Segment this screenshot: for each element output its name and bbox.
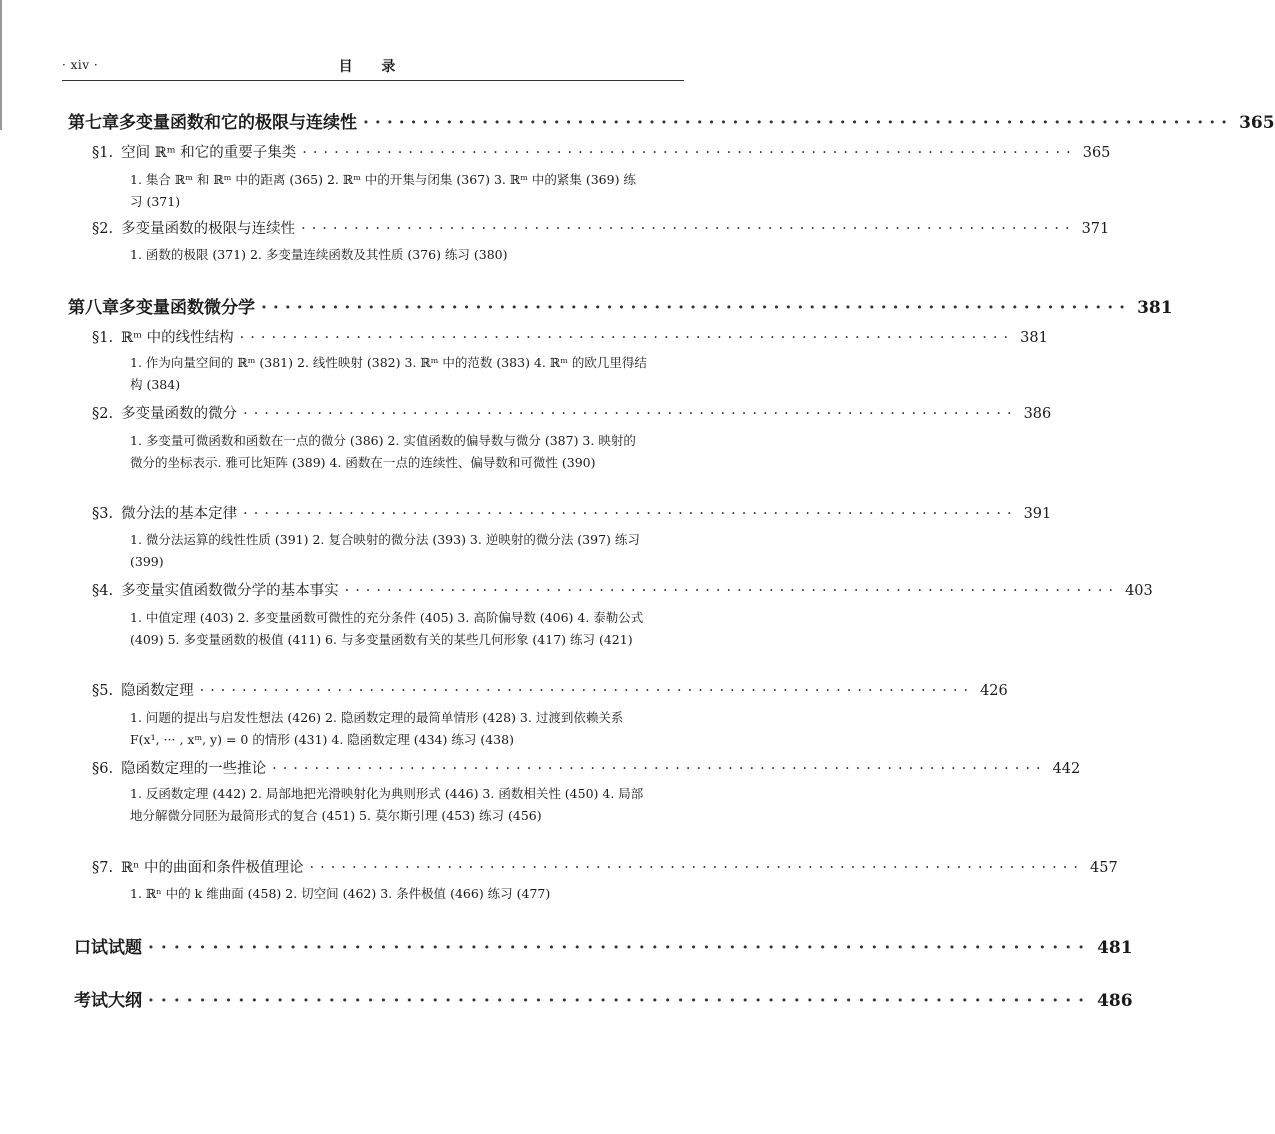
back-matter-title: 考试大纲 bbox=[74, 991, 142, 1011]
section-title: 多变量函数的微分 bbox=[121, 406, 238, 422]
dot-leader: ········································································· bbox=[309, 860, 1084, 876]
toc-section-8-4[interactable] bbox=[92, 579, 1153, 600]
toc-section-8-6[interactable] bbox=[92, 757, 1081, 778]
page-ref: 426 bbox=[980, 683, 1008, 699]
section-label: §2. bbox=[92, 406, 114, 422]
page-ref: 391 bbox=[1023, 506, 1052, 522]
subsection-list: 1. 集合 ℝᵐ 和 ℝᵐ 中的距离 (365) 2. ℝᵐ 中的开集与闭集 (367) 3. ℝᵐ 中的紧集 (369) 练习 (371) bbox=[130, 172, 636, 209]
subsection-list: 1. 微分法运算的线性性质 (391) 2. 复合映射的微分法 (393) 3. 逆映射的微分法 (397) 练习 (399) bbox=[130, 532, 640, 569]
subsection-list: 1. 中值定理 (403) 2. 多变量函数可微性的充分条件 (405) 3. 高阶偏导数 (406) 4. 泰勒公式 (409) 5. 多变量函数的极值 (411) 6. 与多变量函数有关的某些几何形象 (417) 练习 (421) bbox=[130, 610, 644, 647]
section-label: §6. bbox=[92, 761, 114, 777]
section-title: 空间 ℝᵐ 和它的重要子集类 bbox=[121, 145, 297, 161]
dot-leader: ········································································· bbox=[302, 145, 1077, 161]
page-ref: 371 bbox=[1081, 221, 1110, 237]
chapter-title: 多变量函数和它的极限与连续性 bbox=[119, 113, 357, 133]
subsection-list: 1. 函数的极限 (371) 2. 多变量连续函数及其性质 (376) 练习 (380) bbox=[130, 247, 508, 262]
page-ref: 365 bbox=[1082, 145, 1111, 161]
section-title: 隐函数定理 bbox=[121, 683, 194, 699]
subsection-list: 1. ℝⁿ 中的 k 维曲面 (458) 2. 切空间 (462) 3. 条件极值 (466) 练习 (477) bbox=[130, 886, 551, 901]
toc-exam-syllabus[interactable] bbox=[74, 986, 1133, 1011]
dot-leader: ········································································· bbox=[272, 761, 1047, 777]
dot-leader: ········································································· bbox=[243, 506, 1018, 522]
toc-section-8-7[interactable] bbox=[92, 856, 1118, 877]
toc-section-7-1[interactable] bbox=[92, 141, 1111, 162]
subsection-list: 1. 作为向量空间的 ℝᵐ (381) 2. 线性映射 (382) 3. ℝᵐ 中的范数 (383) 4. ℝᵐ 的欧几里得结构 (384) bbox=[130, 355, 647, 392]
chapter-label: 第八章 bbox=[68, 298, 119, 318]
section-label: §5. bbox=[92, 683, 114, 699]
dot-leader: ········································································· bbox=[261, 298, 1132, 318]
dot-leader: ········································································· bbox=[239, 330, 1015, 346]
dot-leader: ········································································· bbox=[301, 221, 1076, 237]
dot-leader: ········································································· bbox=[344, 583, 1120, 599]
subsection-list: 1. 问题的提出与启发性想法 (426) 2. 隐函数定理的最简单情形 (428) 3. 过渡到依赖关系 F(x¹, ··· , xᵐ, y) = 0 的情形 (431) 4. 隐函数定理 (434) 练习 (438) bbox=[130, 710, 624, 747]
dot-leader: ········································································· bbox=[148, 938, 1092, 958]
page-ref: 381 bbox=[1137, 298, 1173, 318]
chapter-title: 多变量函数微分学 bbox=[119, 298, 255, 318]
page-number: · xiv · bbox=[62, 58, 99, 72]
toc-section-8-5[interactable] bbox=[92, 679, 1008, 700]
subsection-list: 1. 反函数定理 (442) 2. 局部地把光滑映射化为典则形式 (446) 3. 函数相关性 (450) 4. 局部地分解微分同胚为最简形式的复合 (451) 5. 莫尔斯引理 (453) 练习 (456) bbox=[130, 786, 644, 823]
page-ref: 481 bbox=[1097, 938, 1133, 958]
section-title: 多变量函数的极限与连续性 bbox=[121, 221, 296, 237]
section-title: 隐函数定理的一些推论 bbox=[121, 761, 267, 777]
subsection-list: 1. 多变量可微函数和函数在一点的微分 (386) 2. 实值函数的偏导数与微分 (387) 3. 映射的微分的坐标表示. 雅可比矩阵 (389) 4. 函数在一点的连续性、偏导数和可微性 (390) bbox=[130, 433, 636, 470]
section-title: 多变量实值函数微分学的基本事实 bbox=[121, 583, 339, 599]
running-title: 目 录 bbox=[338, 59, 408, 75]
dot-leader: ········································································· bbox=[243, 406, 1018, 422]
section-label: §7. bbox=[92, 860, 114, 876]
toc-chapter-7[interactable] bbox=[68, 108, 1275, 133]
dot-leader: ········································································· bbox=[148, 991, 1092, 1011]
section-label: §1. bbox=[92, 330, 114, 346]
toc-chapter-8[interactable] bbox=[68, 293, 1173, 318]
page-ref: 486 bbox=[1097, 991, 1133, 1011]
header-rule bbox=[62, 80, 684, 81]
section-title: ℝⁿ 中的曲面和条件极值理论 bbox=[121, 860, 304, 876]
page-ref: 386 bbox=[1023, 406, 1052, 422]
chapter-label: 第七章 bbox=[68, 113, 119, 133]
section-title: ℝᵐ 中的线性结构 bbox=[121, 330, 234, 346]
page-ref: 442 bbox=[1052, 761, 1081, 777]
section-title: 微分法的基本定律 bbox=[121, 506, 238, 522]
toc-section-8-1[interactable] bbox=[92, 326, 1048, 347]
toc-oral-exam-questions[interactable] bbox=[74, 933, 1133, 958]
section-label: §2. bbox=[92, 221, 114, 237]
section-label: §3. bbox=[92, 506, 114, 522]
toc-section-8-2[interactable] bbox=[92, 402, 1052, 423]
dot-leader: ········································································· bbox=[199, 683, 975, 699]
page-ref: 381 bbox=[1020, 330, 1048, 346]
page-ref: 457 bbox=[1090, 860, 1118, 876]
page-ref: 365 bbox=[1239, 113, 1275, 133]
page-ref: 403 bbox=[1125, 583, 1153, 599]
toc-section-7-2[interactable] bbox=[92, 217, 1110, 238]
section-label: §4. bbox=[92, 583, 114, 599]
page-header bbox=[62, 56, 684, 80]
section-label: §1. bbox=[92, 145, 114, 161]
toc-section-8-3[interactable] bbox=[92, 502, 1052, 523]
back-matter-title: 口试试题 bbox=[74, 938, 142, 958]
dot-leader: ········································································· bbox=[363, 113, 1234, 133]
scan-edge-mark bbox=[0, 0, 2, 130]
